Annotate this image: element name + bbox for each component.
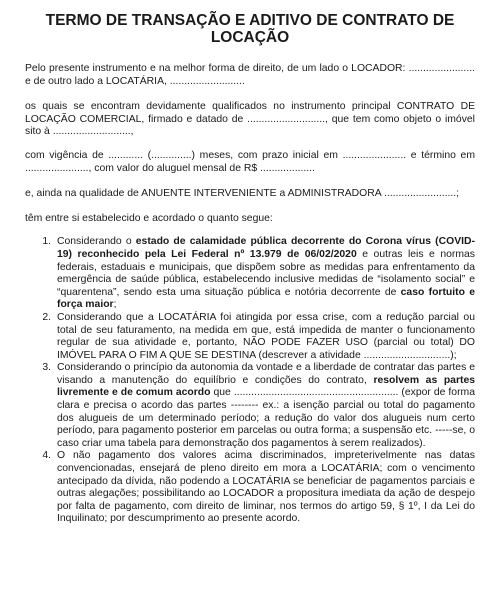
paragraph-term: com vigência de ............ (..............) meses, com prazo inicial em ...................... e término em ......................, com valor do aluguel mensal de R$ ................... <box>25 149 475 174</box>
clause-number: 4. <box>42 450 51 462</box>
clause-text-segment: que ......................................................... (expor de forma clara e precisa o acordo das partes -------- ex.: a isenção parcial ou total do pagamento dos alugueis de um determinado período; a redução do valor dos alugueis num certo período, para pagamento posterior em parcelas ou outra forma; a suspensão etc. -----se, o caso criar uma tabela para demonstração dos pagamentos à serem realizados). <box>57 387 475 449</box>
clause-text-segment: ; <box>113 299 117 311</box>
clause-number: 2. <box>42 311 51 323</box>
paragraph-intro-clauses: têm entre si estabelecido e acordado o quanto segue: <box>25 212 273 224</box>
clause-item <box>25 312 475 362</box>
clause-text: O não pagamento dos valores acima discriminados, impreterivelmente nas datas convencionadas, ensejará de pleno direito em mora a LOCATÁRIA; com o vencimento antecipado da dívida, não podendo a LOCATÁRIA se beneficiar de pagamentos parciais e outras alegações; possibilitando ao LOCADOR a propositura imediata da ação de despejo por falta de pagamento, com direito de liminar, nos termos do artigo 59, § 1º, I da Lei do Inquilinato; por descumprimento ao presente acordo. <box>57 450 475 525</box>
clause-number: 1. <box>42 236 51 248</box>
clause-bold-segment: estado de calamidade pública decorrente do Corona vírus (COVID-19) reconhecido pela Lei Federal nº 13.979 de 06/02/2020 <box>57 236 475 260</box>
clause-bold-segment: resolvem as partes livremente e de comum acordo <box>57 374 476 399</box>
clause-text: Considerando que a LOCATÁRIA foi atingida por essa crise, com a redução parcial ou total de seu faturamento, na medida em que, está impedida de manter o funcionamento regular de sua atividade e, portanto, NÃO PODE FAZER USO (parcial ou total) DO IMÓVEL PARA O FIM A QUE SE DESTINA (descrever a atividade ..............................); <box>57 311 475 361</box>
paragraph-contract: os quais se encontram devidamente qualificados no instrumento principal CONTRATO DE LOCAÇÃO COMERCIAL, firmado e datado de ..........................., que tem como objeto o imóvel sito à ..........................., <box>25 101 475 138</box>
clause-list <box>25 236 475 526</box>
paragraph-administrator: e, ainda na qualidade de ANUENTE INTERVENIENTE a ADMINISTRADORA .........................; <box>25 188 460 200</box>
clause-item <box>25 236 475 312</box>
paragraph-parties: Pelo presente instrumento e na melhor forma de direito, de um lado o LOCADOR: ....................... e de outro lado a LOCATÁRIA, .......................... <box>25 63 475 87</box>
clause-text-segment: e outras leis e normas federais, estaduais e municipais, que dispõem sobre as medidas para enfrentamento da emergência de saúde pública, estabelecendo inclusive medidas de “isolamento social” e “quarentena”, sendo esta uma situação pública e notória decorrente de <box>57 248 476 298</box>
clause-text-segment: Considerando o <box>57 236 136 248</box>
document-title: TERMO DE TRANSAÇÃO E ADITIVO DE CONTRATO DE LOCAÇÃO <box>45 12 455 46</box>
clause-text <box>57 362 475 450</box>
clause-text-segment: Considerando o princípio da autonomia da vontade e a liberdade de contratar das partes e visando a manutenção do equilíbrio e condições do contrato, <box>57 362 475 386</box>
clause-text <box>57 236 475 312</box>
clause-item <box>25 450 475 526</box>
clause-bold-segment: caso fortuito e força maior <box>57 286 476 311</box>
clause-number: 3. <box>42 362 51 374</box>
clause-item <box>25 362 475 450</box>
